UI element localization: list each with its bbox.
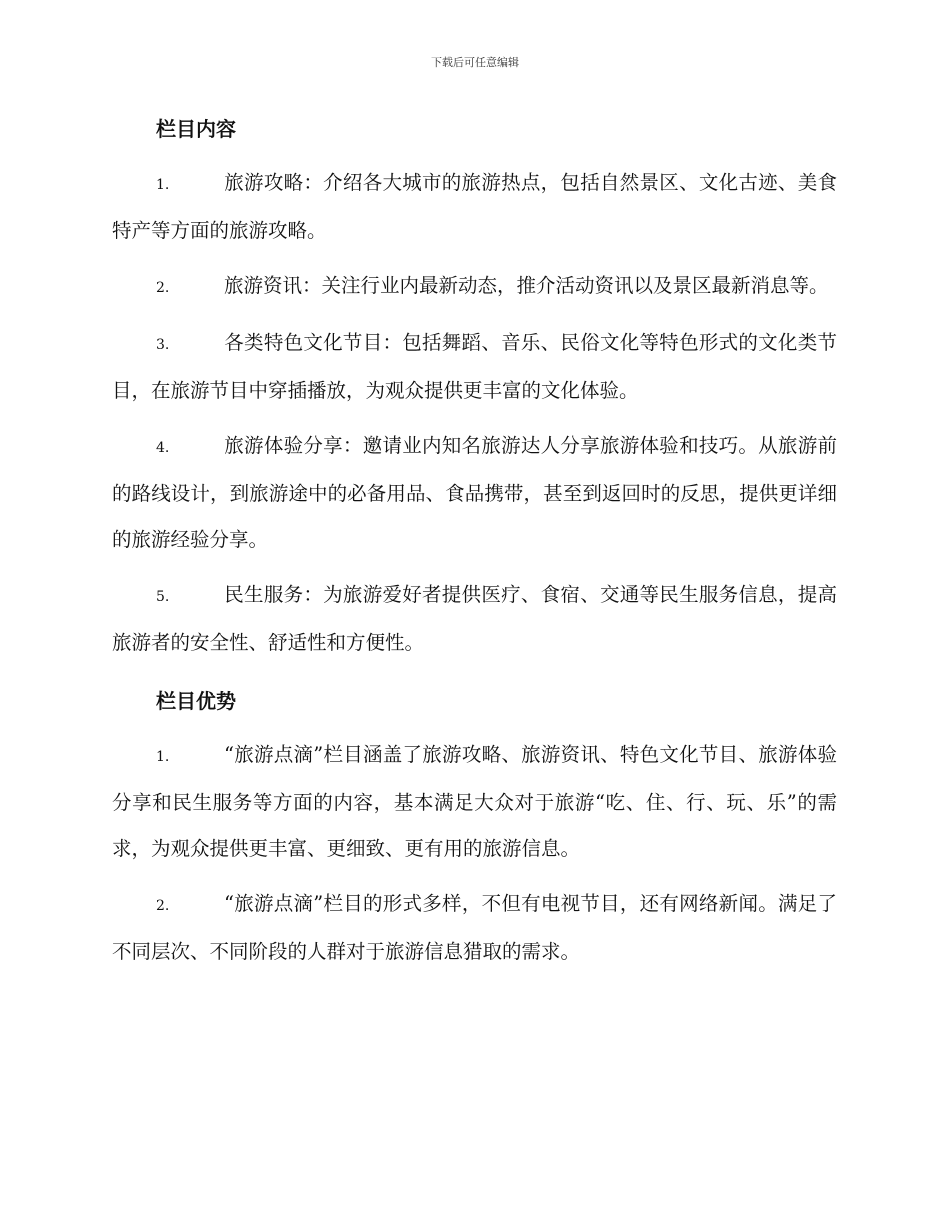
item-text: 旅游资讯：关注行业内最新动态，推介活动资讯以及景区最新消息等。 bbox=[224, 274, 829, 297]
item-number: 2. bbox=[156, 280, 170, 296]
list-item bbox=[112, 881, 837, 975]
item-number: 2. bbox=[156, 898, 170, 914]
item-text: 各类特色文化节目：包括舞蹈、音乐、民俗文化等特色形式的文化类节目，在旅游节目中穿插播放，为观众提供更丰富的文化体验。 bbox=[112, 331, 837, 402]
item-text: 民生服务：为旅游爱好者提供医疗、食宿、交通等民生服务信息，提高旅游者的安全性、舒适性和方便性。 bbox=[112, 583, 837, 654]
item-text: “旅游点滴”栏目的形式多样，不但有电视节目，还有网络新闻。满足了不同层次、不同阶段的人群对于旅游信息猎取的需求。 bbox=[112, 892, 837, 963]
list-item bbox=[112, 423, 837, 563]
item-text: 旅游体验分享：邀请业内知名旅游达人分享旅游体验和技巧。从旅游前的路线设计，到旅游途中的必备用品、食品携带，甚至到返回时的反思，提供更详细的旅游经验分享。 bbox=[112, 434, 837, 551]
section-title-advantages: 栏目优势 bbox=[156, 689, 236, 713]
item-number: 1. bbox=[156, 749, 170, 765]
document-body bbox=[112, 100, 837, 984]
item-text: 旅游攻略：介绍各大城市的旅游热点，包括自然景区、文化古迹、美食特产等方面的旅游攻略。 bbox=[112, 171, 837, 242]
list-item bbox=[112, 160, 837, 254]
item-number: 3. bbox=[156, 337, 170, 353]
list-item bbox=[112, 572, 837, 666]
item-number: 5. bbox=[156, 589, 170, 605]
item-number: 1. bbox=[156, 177, 170, 193]
list-item bbox=[112, 732, 837, 872]
list-item bbox=[112, 263, 837, 311]
list-item bbox=[112, 320, 837, 414]
item-number: 4. bbox=[156, 440, 170, 456]
item-text: “旅游点滴”栏目涵盖了旅游攻略、旅游资讯、特色文化节目、旅游体验分享和民生服务等方面的内容，基本满足大众对于旅游“吃、住、行、玩、乐”的需求，为观众提供更丰富、更细致、更有用的旅游信息。 bbox=[112, 743, 837, 860]
section-title-content: 栏目内容 bbox=[156, 117, 236, 141]
header-note: 下载后可任意编辑 bbox=[431, 56, 519, 69]
